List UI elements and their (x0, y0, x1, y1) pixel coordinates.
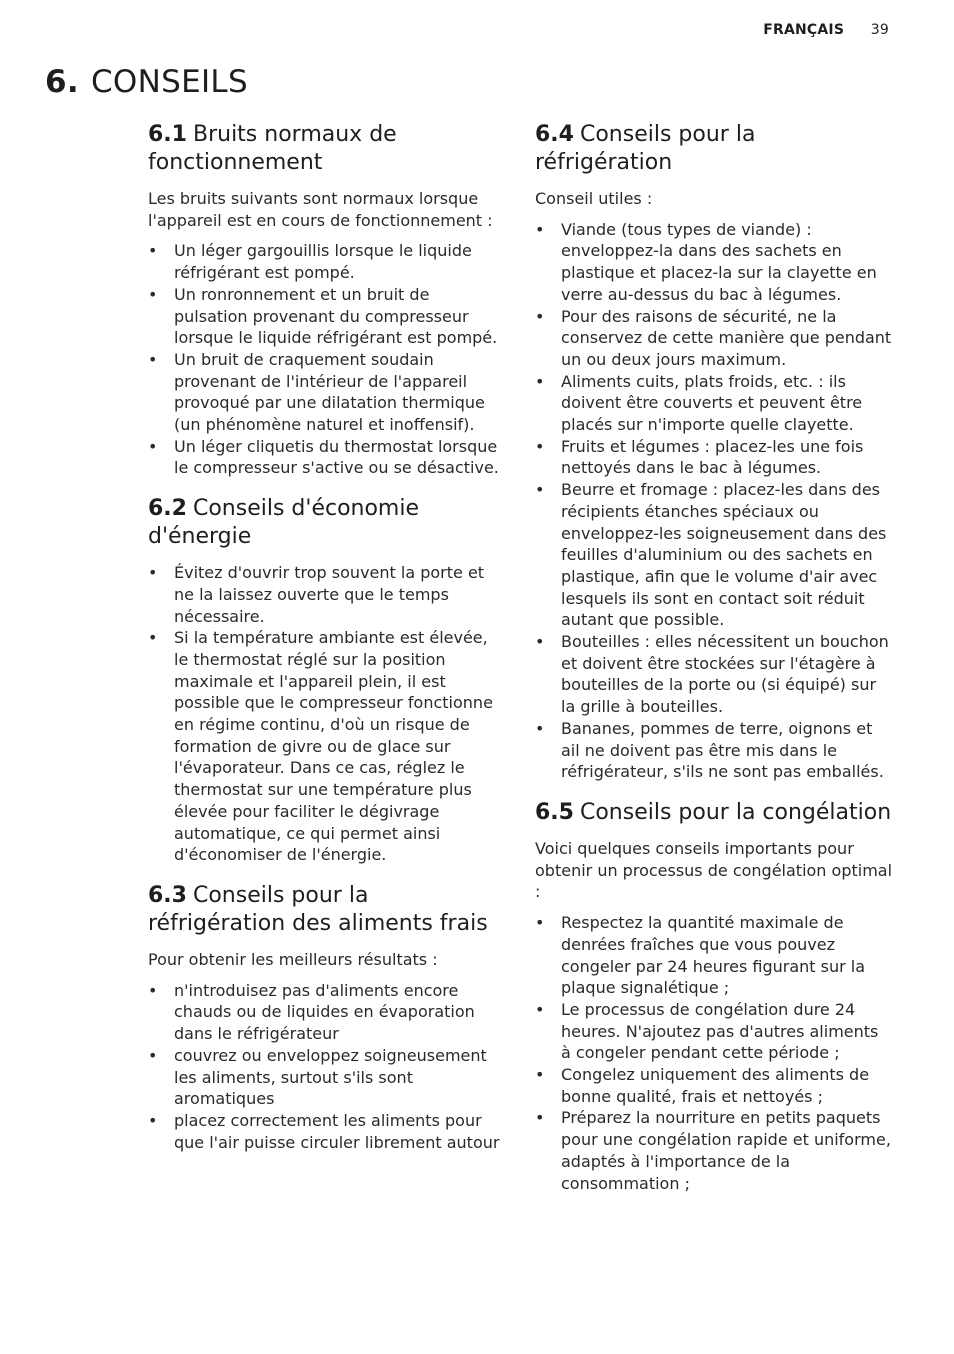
section-heading (148, 882, 506, 938)
section-number: 6.4 (535, 122, 574, 147)
list-item-text: couvrez ou enveloppez soigneusement les aliments, surtout s'ils sont aromatiques (174, 1045, 487, 1109)
section-intro: Conseil utiles : (535, 189, 653, 208)
list-item-text: Aliments cuits, plats froids, etc. : ils doivent être couverts et peuvent être placés sur n'importe quelle clayette. (561, 371, 863, 435)
bullet-icon: • (535, 480, 545, 500)
bullet-icon: • (148, 284, 158, 304)
bullet-icon: • (535, 718, 545, 738)
section-6-3 (148, 882, 506, 1153)
bullet-list (148, 240, 506, 479)
chapter-number: 6. (45, 64, 79, 100)
bullet-list (535, 219, 893, 783)
section-title: Conseils pour la congélation (579, 799, 892, 825)
list-item-text: Un ronronnement et un bruit de pulsation provenant du compresseur lorsque le liquide réfrigérant est pompé. (174, 284, 498, 348)
section-6-4 (535, 121, 893, 783)
section-number: 6.3 (148, 882, 187, 908)
bullet-icon: • (148, 628, 158, 648)
list-item-text: Le processus de congélation dure 24 heures. N'ajoutez pas d'autres aliments à congeler pendant cette période ; (561, 999, 879, 1063)
section-6-5 (535, 799, 893, 1194)
section-heading (535, 799, 893, 827)
list-item (535, 436, 893, 479)
list-item-text: Un léger gargouillis lorsque le liquide réfrigérant est pompé. (174, 241, 472, 283)
chapter-title-text: CONSEILS (90, 64, 248, 100)
list-item (148, 240, 506, 283)
list-item-text: Un bruit de craquement soudain provenant de l'intérieur de l'appareil provoqué par une dilatation thermique (un phénomène naturel et inoffensif). (174, 349, 485, 435)
list-item-text: Pour des raisons de sécurité, ne la conservez de cette manière que pendant un ou deux jours maximum. (561, 306, 892, 369)
section-6-1 (148, 121, 506, 479)
bullet-icon: • (535, 632, 545, 652)
section-title: Conseils pour la réfrigération (535, 122, 756, 175)
section-number: 6.2 (148, 496, 187, 522)
list-item-text: Évitez d'ouvrir trop souvent la porte et ne la laissez ouverte que le temps nécessaire. (174, 563, 485, 626)
section-title: Conseils d'économie d'énergie (148, 496, 420, 550)
list-item-text: n'introduisez pas d'aliments encore chauds ou de liquides en évaporation dans le réfrigérateur (174, 980, 475, 1044)
bullet-icon: • (535, 436, 545, 456)
section-heading (535, 121, 893, 177)
bullet-icon: • (535, 913, 545, 933)
bullet-icon: • (148, 241, 158, 261)
bullet-icon: • (148, 980, 158, 1000)
language-label: FRANÇAIS (763, 22, 845, 38)
section-heading (148, 121, 506, 177)
list-item (148, 284, 506, 349)
section-intro: Voici quelques conseils importants pour obtenir un processus de congélation optimal : (535, 838, 893, 902)
list-item (535, 371, 893, 436)
chapter-title (45, 64, 248, 100)
bullet-icon: • (535, 999, 545, 1019)
list-item (535, 912, 893, 999)
bullet-icon: • (535, 1108, 545, 1128)
page-number: 39 (870, 22, 889, 38)
list-item-text: Si la température ambiante est élevée, le thermostat réglé sur la position maximale et l'appareil plein, il est possible que le compresseur fonctionne en régime continu, d'où un risque de formation de givre ou de glace sur l'évaporateur. Dans ce cas, réglez le thermostat sur une température plus élevée pour faciliter le dégivrage automatique, ce qui permet ainsi d'économiser de l'énergie. (174, 628, 493, 865)
list-item (535, 1107, 893, 1194)
section-6-2 (148, 495, 506, 866)
bullet-icon: • (535, 306, 545, 326)
list-item-text: Respectez la quantité maximale de denrées fraîches que vous pouvez congeler par 24 heures figurant sur la plaque signalétique ; (561, 913, 866, 998)
section-intro: Les bruits suivants sont normaux lorsque l'appareil est en cours de fonctionnement : (148, 189, 493, 230)
bullet-icon: • (148, 349, 158, 369)
list-item (148, 349, 506, 436)
bullet-icon: • (535, 219, 545, 239)
list-item (148, 1110, 506, 1153)
list-item (148, 436, 506, 479)
list-item-text: Fruits et légumes : placez-les une fois nettoyés dans le bac à légumes. (561, 436, 864, 478)
list-item (535, 306, 893, 371)
bullet-icon: • (148, 436, 158, 456)
page-header (763, 22, 889, 38)
list-item (535, 718, 893, 783)
list-item-text: Bananes, pommes de terre, oignons et ail ne doivent pas être mis dans le réfrigérateur, s'ils ne sont pas emballés. (561, 718, 884, 782)
section-intro: Pour obtenir les meilleurs résultats : (148, 949, 438, 969)
bullet-icon: • (535, 371, 545, 391)
bullet-list (148, 980, 506, 1154)
list-item (148, 980, 506, 1045)
section-heading (148, 495, 506, 551)
section-number: 6.1 (148, 122, 187, 147)
list-item-text: Préparez la nourriture en petits paquets pour une congélation rapide et uniforme, adaptés à l'importance de la consommation ; (561, 1108, 891, 1193)
list-item-text: Congelez uniquement des aliments de bonne qualité, frais et nettoyés ; (561, 1065, 870, 1106)
list-item (535, 479, 893, 631)
list-item (148, 627, 506, 866)
list-item (535, 999, 893, 1064)
list-item (535, 219, 893, 306)
list-item-text: Bouteilles : elles nécessitent un bouchon et doivent être stockées sur l'étagère à bouteilles de la porte ou (si équipé) sur la grille à bouteilles. (561, 632, 889, 717)
bullet-icon: • (148, 1110, 158, 1130)
list-item (535, 631, 893, 718)
list-item (535, 1064, 893, 1107)
left-column (148, 121, 506, 1169)
section-title: Bruits normaux de fonctionnement (148, 122, 397, 175)
list-item-text: Viande (tous types de viande) : enveloppez-la dans des sachets en plastique et placez-la sur la clayette en verre au-dessus du bac à légumes. (561, 219, 877, 304)
bullet-icon: • (148, 1045, 158, 1065)
list-item (148, 562, 506, 627)
right-column (535, 121, 893, 1210)
bullet-icon: • (535, 1065, 545, 1085)
list-item-text: placez correctement les aliments pour que l'air puisse circuler librement autour (174, 1110, 500, 1152)
list-item-text: Un léger cliquetis du thermostat lorsque le compresseur s'active ou se désactive. (174, 436, 499, 478)
list-item-text: Beurre et fromage : placez-les dans des récipients étanches spéciaux ou enveloppez-les soigneusement dans des feuilles d'aluminium ou des sachets en plastique, afin que le volume d'air avec lesquels ils sont en contact soit réduit autant que possible. (561, 480, 887, 630)
list-item (148, 1045, 506, 1110)
section-number: 6.5 (535, 799, 574, 825)
bullet-list (535, 912, 893, 1194)
bullet-icon: • (148, 563, 158, 583)
bullet-list (148, 562, 506, 866)
section-title: Conseils pour la réfrigération des aliments frais (148, 882, 488, 936)
